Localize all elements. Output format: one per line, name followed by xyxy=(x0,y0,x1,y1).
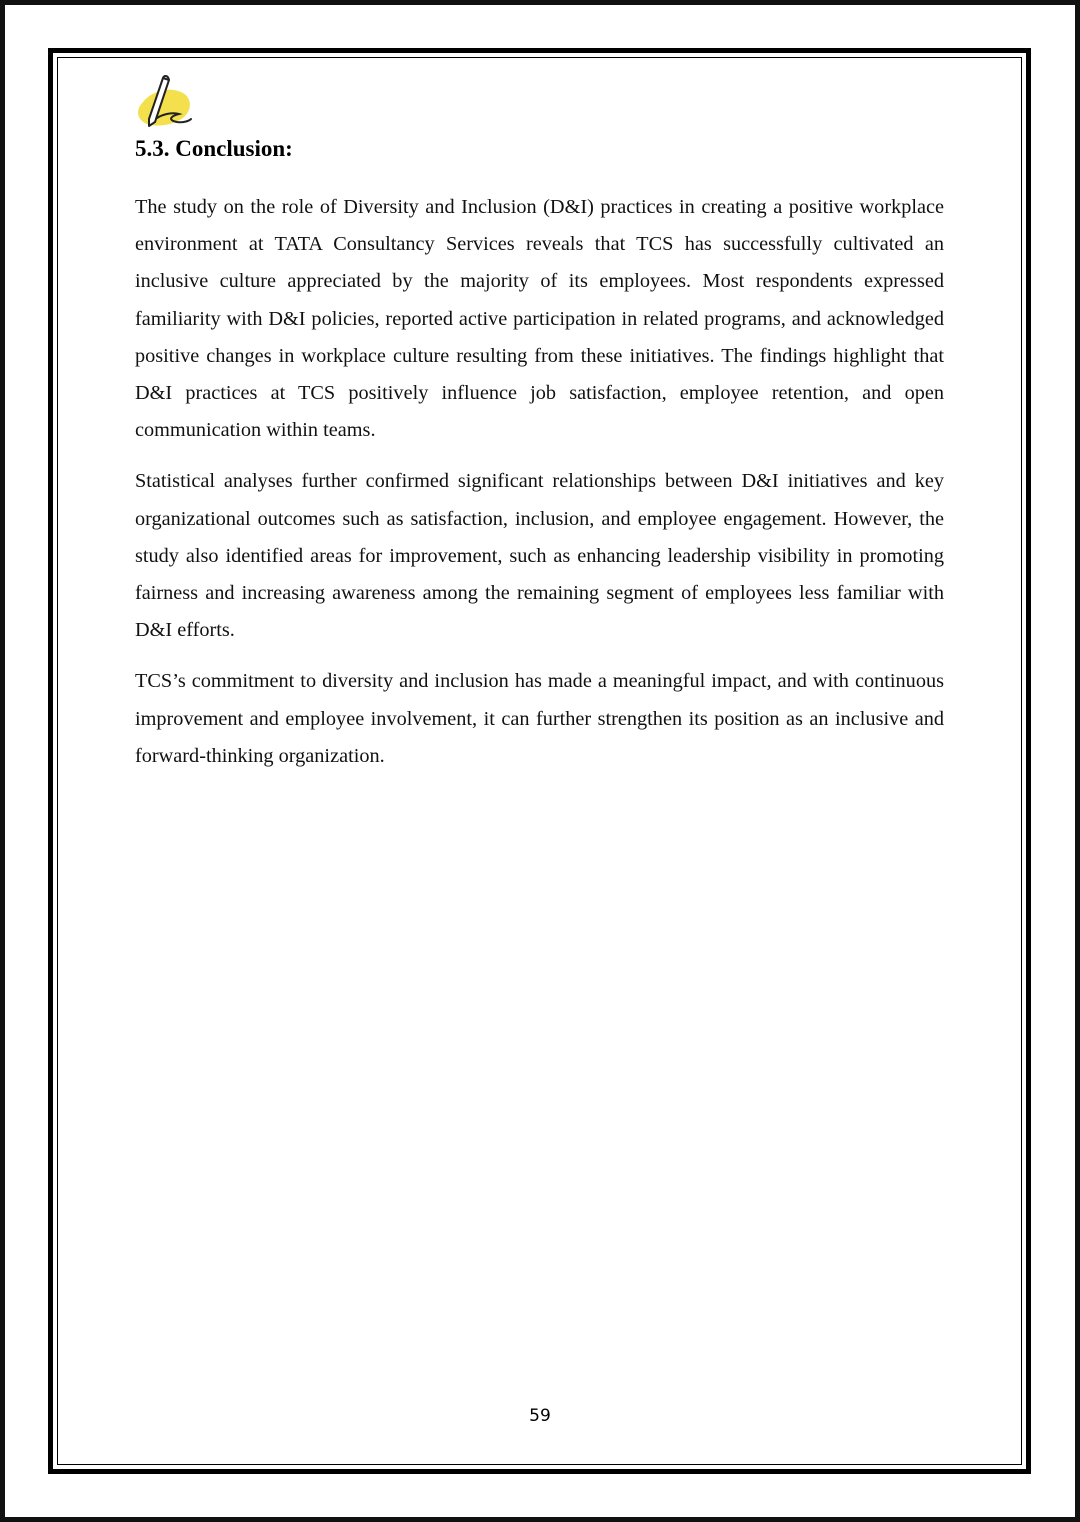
paragraph: TCS’s commitment to diversity and inclusion has made a meaningful impact, and with continuous improvement and employee involvement, it can further strengthen its position as an inclusive and forward-thinking organization. xyxy=(135,670,944,767)
paragraph: Statistical analyses further confirmed significant relationships between D&I initiatives and key organizational outcomes such as satisfaction, inclusion, and employee engagement. However, the study also identified areas for improvement, such as enhancing leadership visibility in promoting fairness and increasing awareness among the remaining segment of employees less familiar with D&I efforts. xyxy=(135,470,944,642)
body-text xyxy=(135,189,944,789)
section-title: 5.3. Conclusion: xyxy=(135,136,293,161)
paragraph: The study on the role of Diversity and Inclusion (D&I) practices in creating a positive workplace environment at TATA Consultancy Services reveals that TCS has successfully cultivated an inclusive culture appreciated by the majority of its employees. Most respondents expressed familiarity with D&I policies, reported active participation in related programs, and acknowledged positive changes in workplace culture resulting from these initiatives. The findings highlight that D&I practices at TCS positively influence job satisfaction, employee retention, and open communication within teams. xyxy=(135,196,944,442)
pen-writing-icon xyxy=(133,72,203,134)
page-number: 59 xyxy=(529,1406,551,1426)
